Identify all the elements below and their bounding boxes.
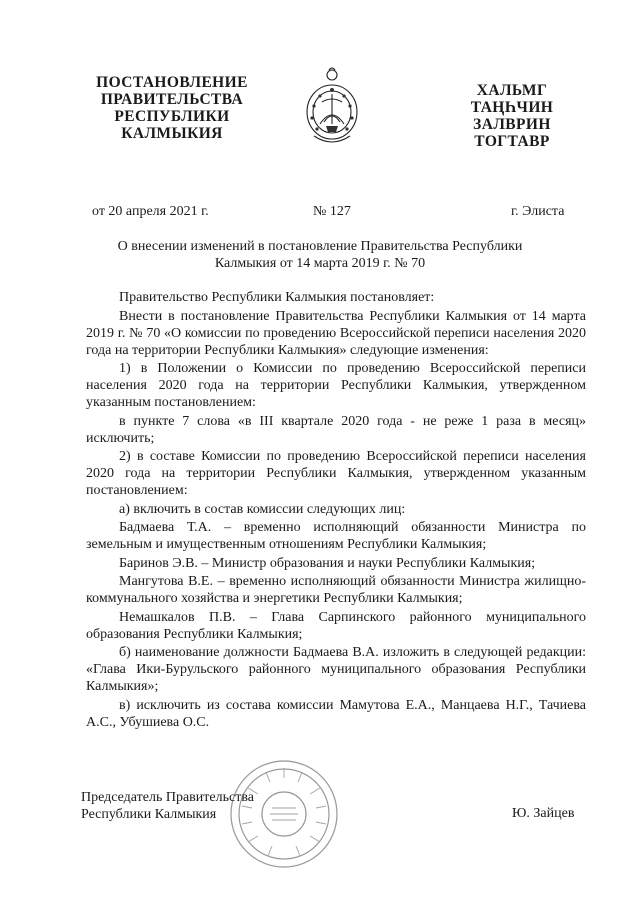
signatory-position (81, 789, 254, 823)
document-city: г. Элиста (511, 204, 565, 219)
header-russian-line: КАЛМЫКИЯ (121, 125, 223, 142)
body-paragraph: Мангутова В.Е. – временно исполняющий обязанности Министра жилищно-коммунального хозяйства и энергетики Республики Калмыкия; (86, 574, 586, 606)
body-paragraph: в пункте 7 слова «в III квартале 2020 года - не реже 1 раза в месяц» исключить; (86, 413, 586, 446)
body-paragraph: Внести в постановление Правительства Республики Калмыкия от 14 марта 2019 г. № 70 «О комиссии по проведению Всероссийской переписи населения 2020 года на территории Республики Калмыкия» следующие изменения: (86, 308, 586, 358)
signatory-position-line: Председатель Правительства (81, 790, 254, 805)
header-russian-line: РЕСПУБЛИКИ (114, 108, 230, 125)
body-paragraph: Немашкалов П.В. – Глава Сарпинского районного муниципального образования Республики Калмыкия; (86, 609, 586, 642)
document-date: от 20 апреля 2021 г. (92, 204, 209, 219)
body-paragraph: в) исключить из состава комиссии Мамутова Е.А., Манцаева Н.Г., Тачиева А.С., Убушиева О.С. (86, 697, 586, 730)
body-paragraph: Баринов Э.В. – Министр образования и науки Республики Калмыкия; (119, 555, 536, 571)
header-kalmyk-line: ТАҢҺЧИН (470, 99, 554, 116)
body-paragraph: а) включить в состав комиссии следующих лиц: (119, 501, 406, 517)
body-paragraph: Бадмаева Т.А. – временно исполняющий обязанности Министра по земельным и имущественным отношениям Республики Калмыкия; (86, 520, 586, 552)
kalmykia-coat-of-arms-icon (300, 66, 364, 150)
body-paragraph: 1) в Положении о Комиссии по проведению Всероссийской переписи населения 2020 года на территории Республики Калмыкия, утвержденном указанным постановлением: (86, 361, 586, 410)
header-russian-line: ПОСТАНОВЛЕНИЕ (96, 74, 248, 91)
signatory-name: Ю. Зайцев (512, 806, 575, 821)
header-kalmyk (452, 82, 572, 150)
document-title (100, 238, 540, 272)
body-paragraph: 2) в составе Комиссии по проведению Всероссийской переписи населения 2020 года на территории Республики Калмыкия, утвержденном указанным постановлением: (86, 449, 586, 498)
header-kalmyk-line: ЗАЛВРИН (473, 116, 551, 133)
signatory-position-line: Республики Калмыкия (81, 807, 217, 822)
title-line: Калмыкия от 14 марта 2019 г. № 70 (214, 256, 426, 271)
document-body (86, 289, 586, 732)
header-kalmyk-line: ХАЛЬМГ (476, 82, 548, 99)
body-paragraph: Правительство Республики Калмыкия постановляет: (119, 290, 435, 305)
header-russian (82, 74, 262, 142)
header-russian-line: ПРАВИТЕЛЬСТВА (100, 91, 244, 108)
document-number: № 127 (313, 204, 351, 219)
body-paragraph: б) наименование должности Бадмаева В.А. изложить в следующей редакции: «Глава Ики-Бурульского районного муниципального образования Республики Калмыкия»; (86, 645, 586, 694)
header-kalmyk-line: ТОГТАВР (474, 133, 550, 150)
title-line: О внесении изменений в постановление Правительства Республики (117, 239, 523, 254)
